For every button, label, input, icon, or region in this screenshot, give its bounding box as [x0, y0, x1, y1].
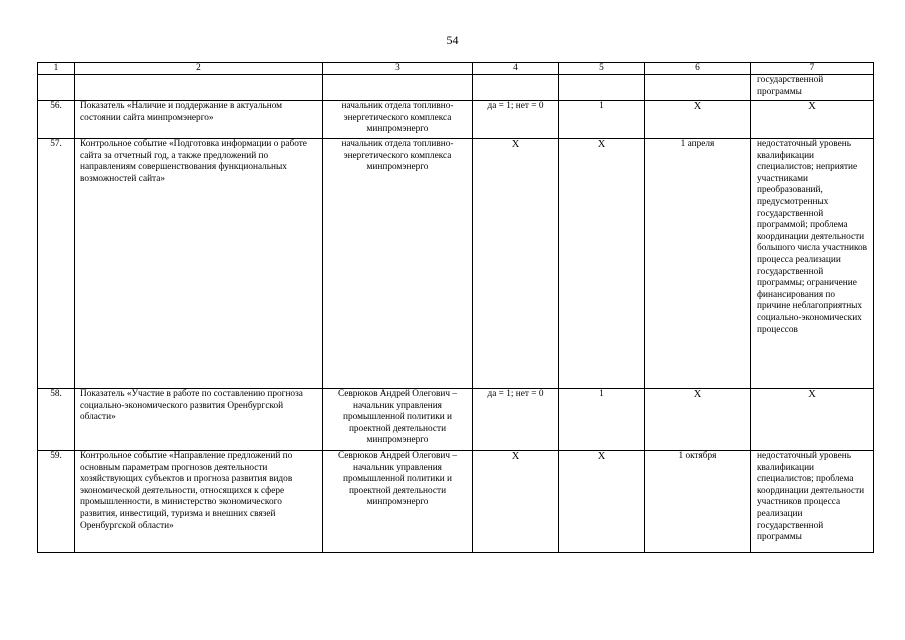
page-number: 54: [446, 33, 459, 47]
risk-cell: Х: [751, 101, 874, 139]
table-row: [38, 389, 874, 451]
header-cell: 1: [38, 63, 75, 75]
value-cell: Х: [559, 451, 645, 553]
table-row: [38, 139, 874, 389]
unit-cell: Х: [473, 139, 559, 389]
responsible-person: Севрюков Андрей Олегович – начальник управления промышленной политики и проектной деятельности минпромэнерго: [323, 451, 473, 553]
header-cell: 2: [75, 63, 323, 75]
value-cell: 1: [559, 389, 645, 451]
event-description: Контрольное событие «Направление предложений по основным параметрам прогнозов деятельности хозяйствующих субъектов и прогноза развития видов экономической деятельности, относящихся к сфере промышленности, в министерство экономического развития, инвестиций, туризма и внешних связей Оренбургской области»: [75, 451, 323, 553]
header-cell: 4: [473, 63, 559, 75]
unit-cell: Х: [473, 451, 559, 553]
table-row-continuation: [38, 75, 874, 101]
table-header-row: [38, 63, 874, 75]
date-cell: Х: [645, 389, 751, 451]
row-number: 59.: [38, 451, 75, 553]
row-number: 57.: [38, 139, 75, 389]
responsible-person: начальник отдела топливно-энергетического комплекса минпромэнерго: [323, 101, 473, 139]
unit-cell: да = 1; нет = 0: [473, 101, 559, 139]
header-cell: 5: [559, 63, 645, 75]
risk-cell: Х: [751, 389, 874, 451]
risk-cell: государственной программы: [751, 75, 874, 101]
header-cell: 6: [645, 63, 751, 75]
date-cell: 1 октября: [645, 451, 751, 553]
table-row: [38, 101, 874, 139]
row-number: 58.: [38, 389, 75, 451]
event-description: Контрольное событие «Подготовка информации о работе сайта за отчетный год, а также предложений по направлениям совершенствования функциональных возможностей сайта»: [75, 139, 323, 389]
responsible-person: Севрюков Андрей Олегович – начальник управления промышленной политики и проектной деятельности минпромэнерго: [323, 389, 473, 451]
program-table: [37, 62, 874, 553]
risk-cell: недостаточный уровень квалификации специалистов; проблема координации деятельности участников процесса реализации государственной программы: [751, 451, 874, 553]
unit-cell: да = 1; нет = 0: [473, 389, 559, 451]
header-cell: 7: [751, 63, 874, 75]
table-row: [38, 451, 874, 553]
indicator-description: Показатель «Участие в работе по составлению прогноза социально-экономического развития Оренбургской области»: [75, 389, 323, 451]
header-cell: 3: [323, 63, 473, 75]
risk-cell: недостаточный уровень квалификации специалистов; неприятие участниками преобразований, предусмотренных государственной программой; проблема координации деятельности большого числа участников процесса реализации государственной программы; ограничение финансирования по причине неблагоприятных социально-экономических процессов: [751, 139, 874, 389]
date-cell: Х: [645, 101, 751, 139]
value-cell: 1: [559, 101, 645, 139]
responsible-person: начальник отдела топливно-энергетического комплекса минпромэнерго: [323, 139, 473, 389]
value-cell: Х: [559, 139, 645, 389]
date-cell: 1 апреля: [645, 139, 751, 389]
indicator-description: Показатель «Наличие и поддержание в актуальном состоянии сайта минпромэнерго»: [75, 101, 323, 139]
row-number: 56.: [38, 101, 75, 139]
